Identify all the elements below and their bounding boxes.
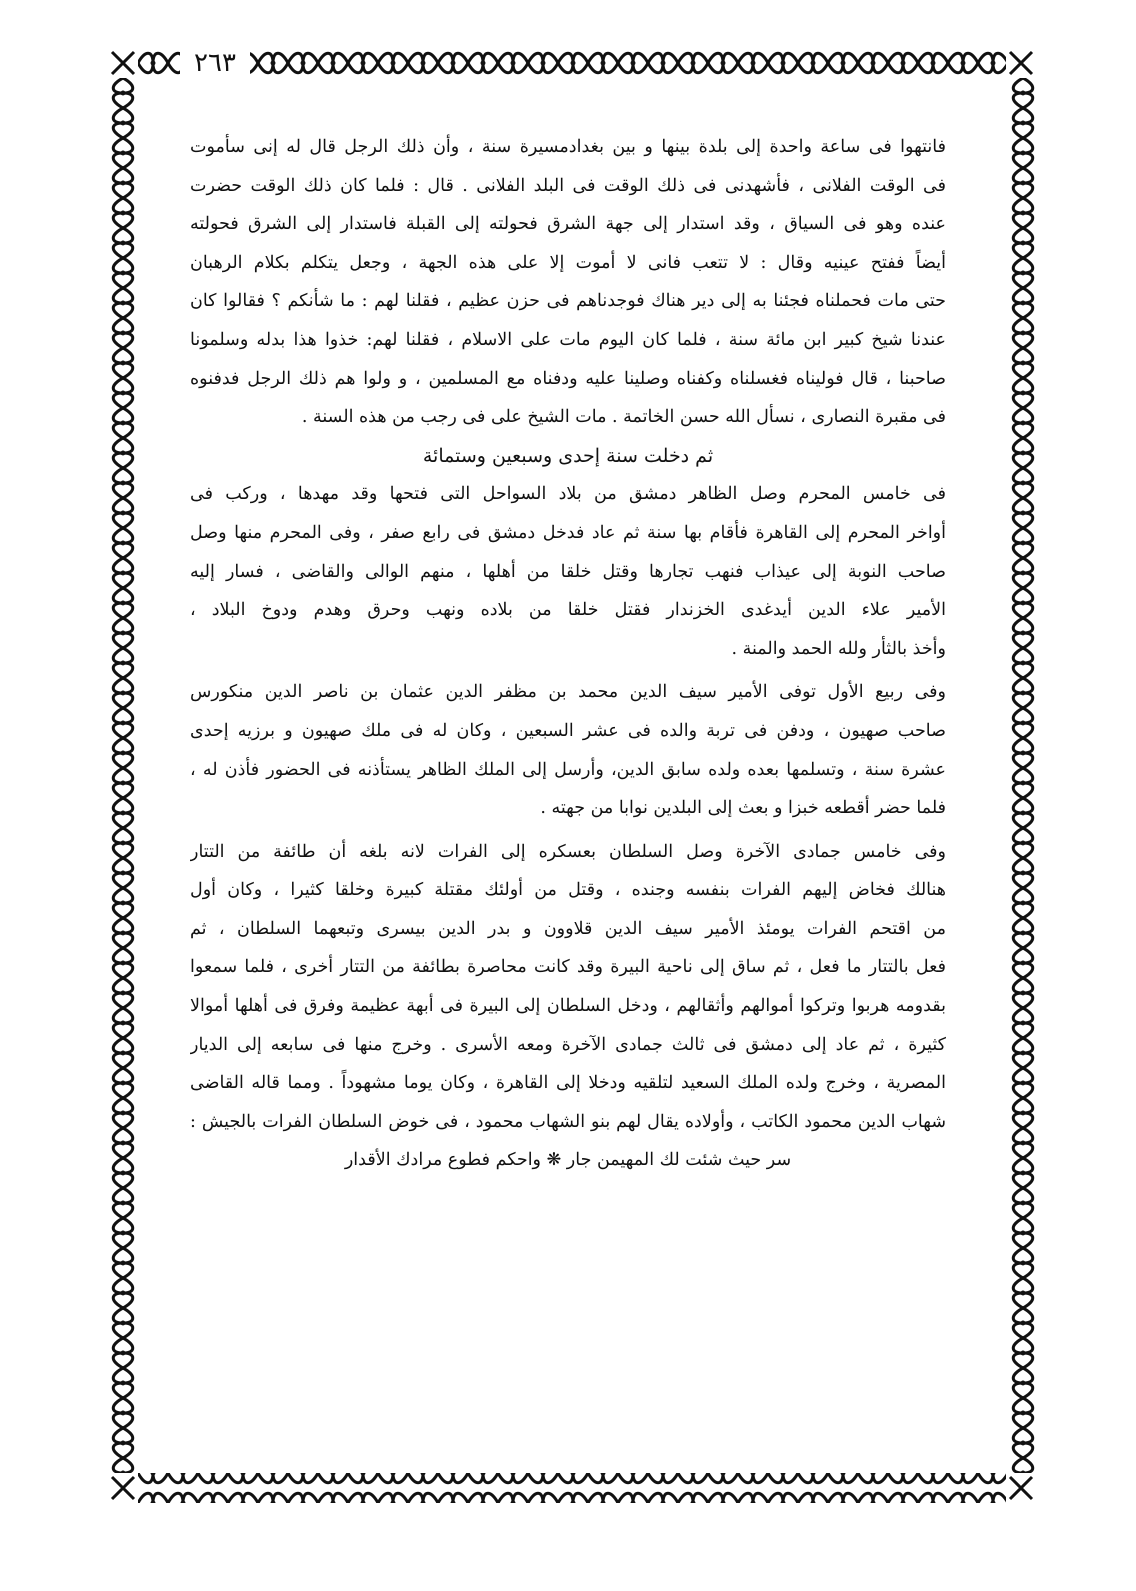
text-line: بقدومه هربوا وتركوا أموالهم وأثقالهم ، ودخل السلطان إلى البيرة فى أبهة عظيمة وفرق فى أهلها أموالا — [190, 996, 946, 1017]
paragraph-rabi — [190, 673, 946, 827]
text-line: عشرة سنة ، وتسلمها بعده ولده سابق الدين، وأرسل إلى الملك الظاهر يستأذنه فى الحضور فأذن له ، — [190, 759, 946, 780]
text-line: فى مقبرة النصارى ، نسأل الله حسن الخاتمة . مات الشيخ على فى رجب من هذه السنة . — [301, 407, 946, 428]
text-line: فلما حضر أقطعه خبزا و بعث إلى البلدين نوابا من جهته . — [540, 798, 946, 819]
page-number: ٢٦٣ — [180, 46, 250, 80]
opening-paragraph — [190, 128, 946, 437]
text-line: أواخر المحرم إلى القاهرة فأقام بها سنة ثم عاد فدخل دمشق فى رابع صفر ، وفى المحرم منها وصل — [190, 522, 946, 543]
text-line: كثيرة ، ثم عاد إلى دمشق فى ثالث جمادى الآخرة ومعه الأسرى . وخرج منها فى سابعه إلى الديار — [190, 1034, 946, 1055]
text-line: هنالك فخاض إليهم الفرات بنفسه وجنده ، وقتل من أولئك مقتلة كبيرة وخلقا كثيرا ، وكان أول — [190, 880, 946, 901]
text-line: فى الوقت الفلانى ، فأشهدنى فى ذلك الوقت فى البلد الفلانى . قال : فلما كان ذلك الوقت حضرت — [190, 175, 946, 196]
verse-line: سر حيث شئت لك المهيمن جار ❋ واحكم فطوع مرادك الأقدار — [344, 1150, 792, 1171]
text-line: صاحب النوبة إلى عيذاب فنهب تجارها وقتل خلقا من أهلها ، منهم الوالى والقاضى ، فسار إليه — [190, 561, 946, 582]
text-line: حتى مات فحملناه فجئنا به إلى دير هناك فوجدناهم فى حزن عظيم ، فقلنا لهم : ما شأنكم ؟ فقالوا كان — [190, 291, 946, 312]
text-line: فى خامس المحرم وصل الظاهر دمشق من بلاد السواحل التى فتحها وقد مهدها ، وركب فى — [190, 484, 946, 505]
paragraph-jumada — [190, 833, 946, 1142]
text-line: المصرية ، وخرج ولده الملك السعيد لتلقيه ودخلا إلى القاهرة ، وكان يوما مشهوداً . ومما قاله القاضى — [190, 1073, 946, 1094]
text-line: عنده وهو فى السياق ، وقد استدار إلى جهة الشرق فحولته إلى القبلة فاستدار إلى الشرق فحولته — [190, 214, 946, 235]
paragraph-muharram — [190, 475, 946, 668]
text-line: من اقتحم الفرات يومئذ الأمير سيف الدين قلاوون و بدر الدين بيسرى وتبعهما السلطان ، ثم — [190, 918, 946, 939]
text-line: عندنا شيخ كبير ابن مائة سنة ، فلما كان اليوم مات على الاسلام ، فقلنا لهم: خذوا هذا بدله وسلمونا — [190, 329, 946, 350]
text-line: صاحبنا ، قال فوليناه فغسلناه وكفناه وصلينا عليه ودفناه مع المسلمين ، و ولوا هم ذلك الرجل فدفنوه — [190, 368, 946, 389]
text-line: وفى ربيع الأول توفى الأمير سيف الدين محمد بن مظفر الدين عثمان بن ناصر الدين منكورس — [190, 682, 946, 703]
text-line: وفى خامس جمادى الآخرة وصل السلطان بعسكره إلى الفرات لانه بلغه أن طائفة من التتار — [190, 841, 946, 862]
text-line: وأخذ بالثأر ولله الحمد والمنة . — [731, 638, 946, 659]
text-line: فانتهوا فى ساعة واحدة إلى بلدة بينها و بين بغدادمسيرة سنة ، وأن ذلك الرجل قال له إنى سأموت — [190, 137, 946, 157]
text-line: فعل بالتتار ما فعل ، ثم ساق إلى ناحية البيرة وقد كانت محاصرة بطائفة من التتار أخرى ، فلما سمعوا — [190, 957, 946, 978]
text-line: الأمير علاء الدين أيدغدى الخزندار فقتل خلقا من بلاده ونهب وحرق وهدم ودوخ البلاد ، — [190, 600, 946, 621]
text-line: أيضاً ففتح عينيه وقال : لا تتعب فانى لا أموت إلا على هذه الجهة ، وجعل يتكلم بكلام الرهبان — [190, 252, 946, 273]
text-line: صاحب صهيون ، ودفن فى تربة والده فى عشر السبعين ، وكان له فى ملك صهيون و برزيه إحدى — [190, 720, 946, 741]
text-line: شهاب الدين محمود الكاتب ، وأولاده يقال لهم بنو الشهاب محمود ، فى خوض السلطان الفرات بالجيش : — [190, 1111, 946, 1132]
section-heading: ثم دخلت سنة إحدى وسبعين وستمائة — [422, 444, 714, 467]
page-body — [190, 128, 946, 1180]
